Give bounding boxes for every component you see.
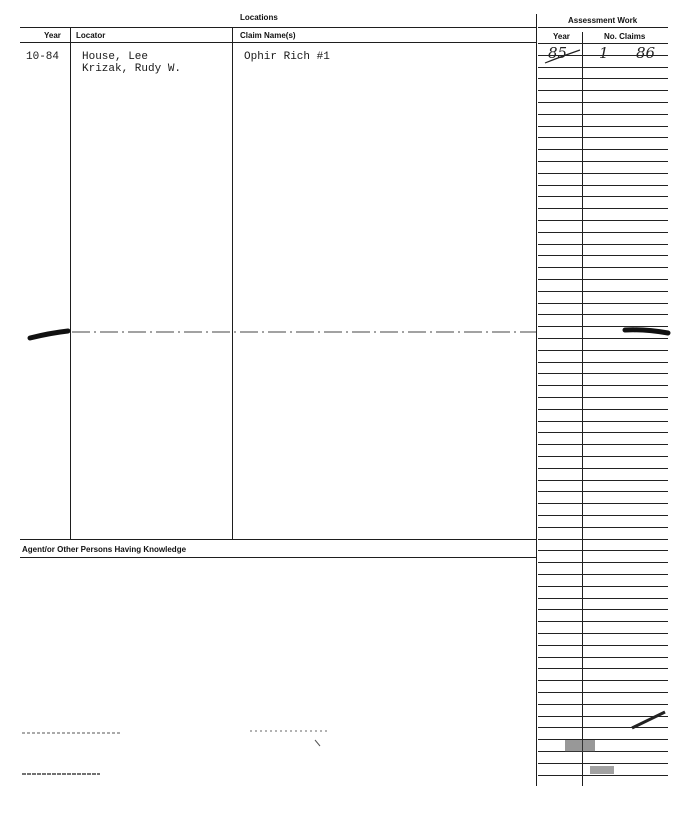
assessment-year-handwritten: 85 [548, 44, 568, 62]
locator-column-header: Locator [76, 31, 106, 40]
locations-heading: Locations [240, 13, 278, 22]
agents-label: Agent/or Other Persons Having Knowledge [22, 545, 187, 554]
locator-1: House, Lee [82, 51, 149, 63]
claim-name: Ophir Rich #1 [244, 51, 330, 63]
entry-year: 10-84 [26, 51, 60, 63]
assessment-note-handwritten: 86 [636, 44, 656, 62]
year-column-header: Year [44, 31, 61, 40]
claim-names-column-header: Claim Name(s) [240, 31, 296, 40]
assessment-count-handwritten: 1 [599, 44, 609, 62]
scan-smudge [565, 740, 595, 752]
locator-2: Krizak, Rudy W. [82, 63, 182, 75]
scan-artifact-mark [315, 740, 320, 746]
handwritten-stroke [545, 50, 580, 63]
assessment-year-column-header: Year [553, 32, 570, 41]
scan-smudge [632, 712, 665, 728]
scan-smudge [590, 766, 614, 774]
right-fold-mark [625, 330, 668, 333]
assessment-work-heading: Assessment Work [568, 16, 638, 25]
left-fold-mark [30, 331, 68, 338]
no-claims-column-header: No. Claims [604, 32, 646, 41]
